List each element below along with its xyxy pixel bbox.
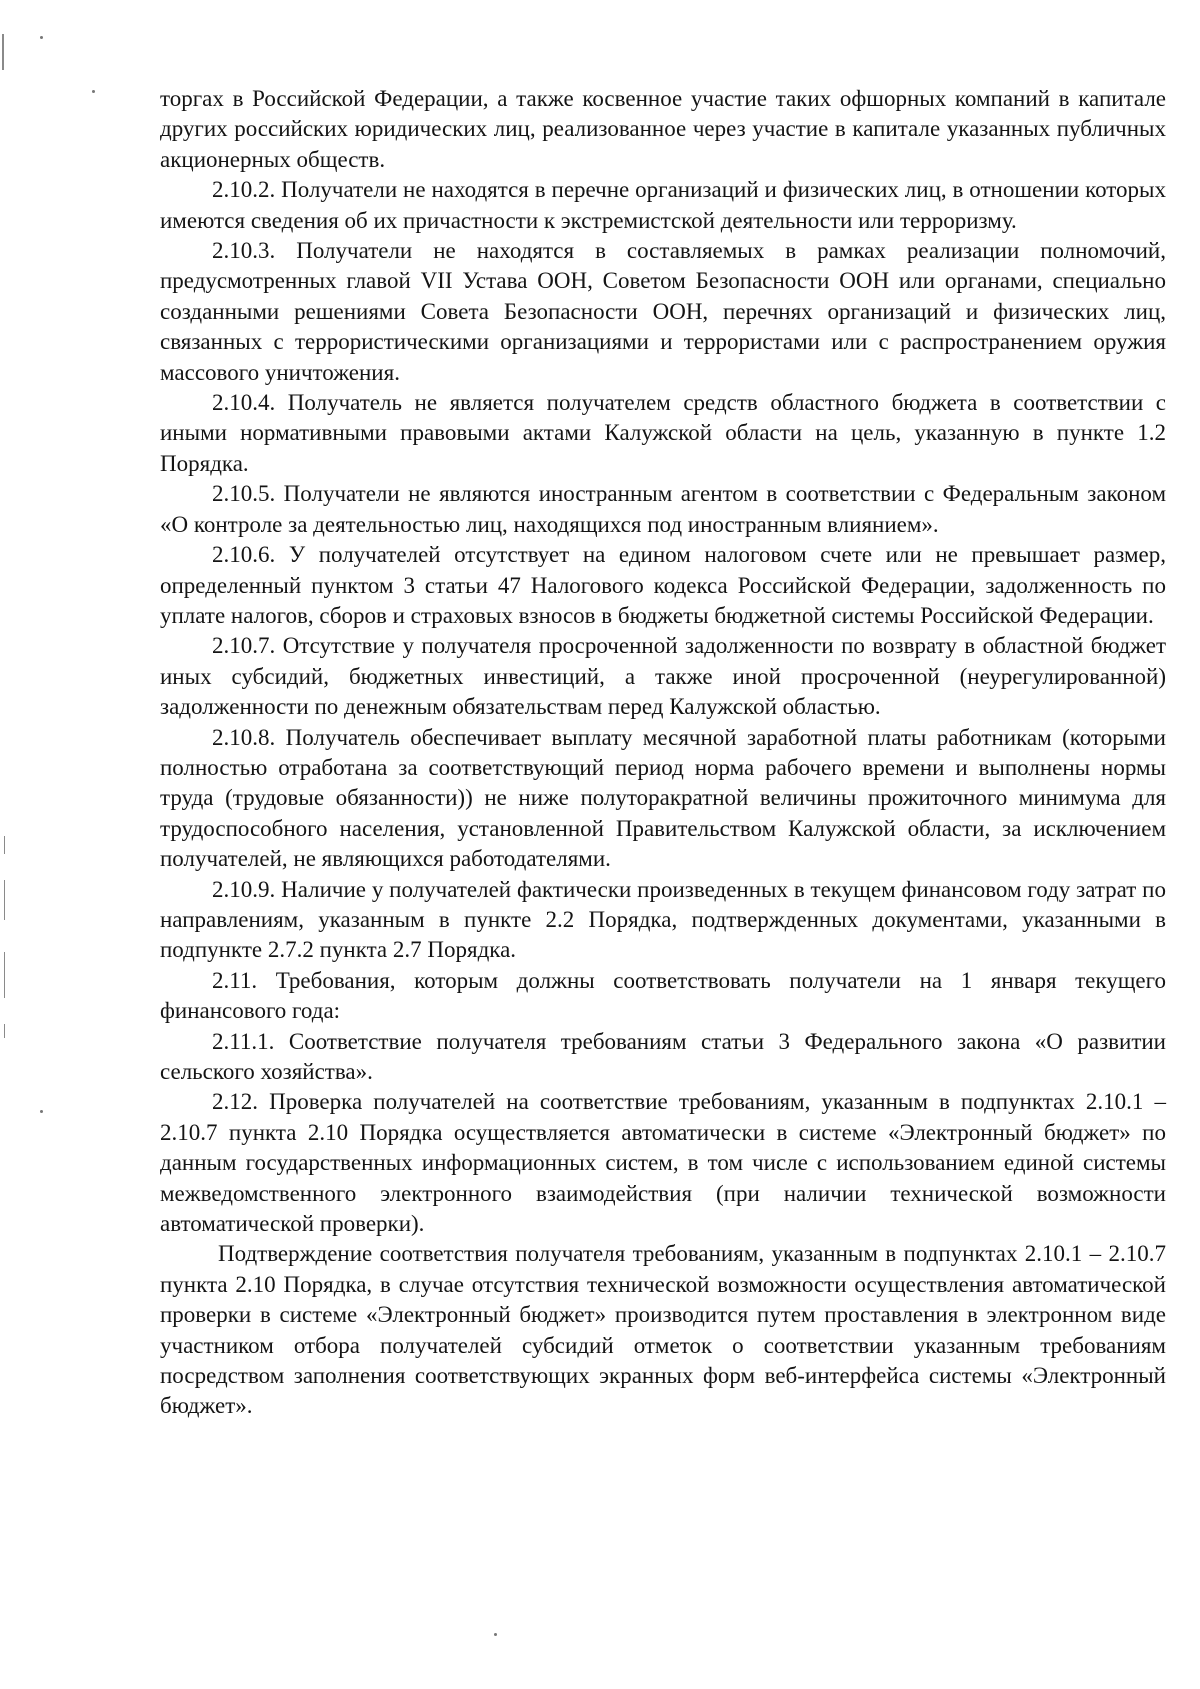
paragraph-2-10-8: 2.10.8. Получатель обеспечивает выплату месячной заработной платы работникам (которыми полностью отработана за соответствующий период норма рабочего времени и выполнены нормы труда (трудовые обязанности)) не ниже полуторакратной величины прожиточного минимума для трудоспособного населения, установленной Правительством Калужской области, за исключением получателей, не являющихся работодателями. — [160, 724, 1166, 872]
paragraph-confirmation: Подтверждение соответствия получателя требованиям, указанным в подпунктах 2.10.1 – 2.10.7 пункта 2.10 Порядка, в случае отсутствия технической возможности осуществления автоматической проверки в системе «Электронный бюджет» производится путем проставления в электронном виде участником отбора получателей субсидий отметок о соответствии указанным требованиям посредством заполнения соответствующих экранных форм веб-интерфейса системы «Электронный бюджет». — [160, 1241, 1166, 1419]
paragraph-2-10-5: 2.10.5. Получатели не являются иностранным агентом в соответствии с Федеральным законом «О контроле за деятельностью лиц, находящихся под иностранным влиянием». — [160, 481, 1166, 537]
document-body — [160, 84, 1166, 1422]
paragraph-2-10-6: 2.10.6. У получателей отсутствует на едином налоговом счете или не превышает размер, определенный пунктом 3 статьи 47 Налогового кодекса Российской Федерации, задолженность по уплате налогов, сборов и страховых взносов в бюджеты бюджетной системы Российской Федерации. — [160, 542, 1166, 628]
paragraph-2-11: 2.11. Требования, которым должны соответствовать получатели на 1 января текущего финансового года: — [160, 967, 1166, 1024]
scan-mark — [494, 1633, 497, 1636]
scan-mark — [40, 36, 43, 39]
paragraph-2-10-7: 2.10.7. Отсутствие у получателя просроченной задолженности по возврату в областной бюджет иных субсидий, бюджетных инвестиций, а также иной просроченной (неурегулированной) задолженности по денежным обязательствам перед Калужской областью. — [160, 633, 1166, 720]
scan-mark — [4, 952, 5, 998]
scan-mark — [4, 880, 5, 920]
paragraph-continuation: торгах в Российской Федерации, а также косвенное участие таких офшорных компаний в капитале других российских юридических лиц, реализованное через участие в капитале указанных публичных акционерных обществ. — [160, 86, 1166, 172]
scan-mark — [2, 34, 4, 70]
paragraph-2-10-9: 2.10.9. Наличие у получателей фактически произведенных в текущем финансовом году затрат по направлениям, указанным в пункте 2.2 Порядка, подтвержденных документами, указанными в подпункте 2.7.2 пункта 2.7 Порядка. — [160, 876, 1166, 963]
scan-mark — [4, 836, 5, 854]
paragraph-2-10-4: 2.10.4. Получатель не является получателем средств областного бюджета в соответствии с иными нормативными правовыми актами Калужской области на цель, указанную в пункте 1.2 Порядка. — [160, 390, 1166, 476]
paragraph-2-12: 2.12. Проверка получателей на соответствие требованиям, указанным в подпунктах 2.10.1 – 2.10.7 пункта 2.10 Порядка осуществляется автоматически в системе «Электронный бюджет» по данным государственных информационных систем, в том числе с использованием единой системы межведомственного электронного взаимодействия (при наличии технической возможности автоматической проверки). — [160, 1089, 1166, 1237]
paragraph-2-10-3: 2.10.3. Получатели не находятся в составляемых в рамках реализации полномочий, предусмотренных главой VII Устава ООН, Советом Безопасности ООН или органами, специально созданными решениями Совета Безопасности ООН, перечнях организаций и физических лиц, связанных с террористическими организациями и террористами или с распространением оружия массового уничтожения. — [160, 238, 1166, 385]
paragraph-2-10-2: 2.10.2. Получатели не находятся в перечне организаций и физических лиц, в отношении которых имеются сведения об их причастности к экстремистской деятельности или терроризму. — [160, 177, 1166, 233]
scan-mark — [40, 1110, 43, 1113]
paragraph-2-11-1: 2.11.1. Соответствие получателя требованиям статьи 3 Федерального закона «О развитии сельского хозяйства». — [160, 1028, 1166, 1084]
scan-mark — [92, 90, 95, 93]
scan-mark — [4, 1024, 5, 1038]
